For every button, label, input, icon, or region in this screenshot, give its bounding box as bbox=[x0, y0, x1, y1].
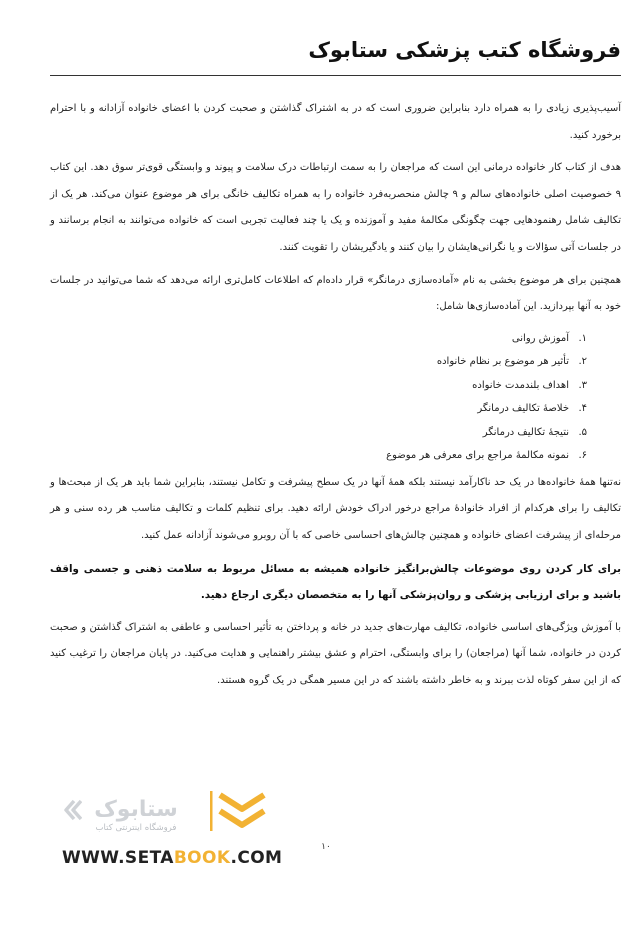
list-item bbox=[50, 444, 587, 468]
logo-brand-text: ستابوک bbox=[94, 797, 178, 822]
list-item-number: ۵. bbox=[578, 426, 587, 438]
list-item bbox=[50, 374, 587, 398]
list-item-number: ۳. bbox=[578, 379, 587, 391]
list-item bbox=[50, 327, 587, 351]
website-part-3: .COM bbox=[230, 848, 283, 868]
paragraph-6: با آموزش ویژگی‌های اساسی خانواده، تکالیف مهارت‌های جدید در خانه و پرداختن به تأثیر احساسی و عاطفی به اشتراک گذاشتن و صحبت کردن در خانواده، شما آنها (مراجعان) را برای وابستگی، احترام و عشق بیشتر راهنمایی و هدایت می‌کنید. در پایان مراجعان را ترغیب کنید که از این سفر کوتاه لذت ببرند و به خاطر داشته باشند که در این مسیر همگی در یک گروه هستند. bbox=[50, 621, 621, 686]
body-text bbox=[50, 96, 621, 701]
logo-subtitle: فروشگاه اینترنتی کتاب bbox=[95, 823, 177, 833]
website-part-1: WWW.SETA bbox=[62, 848, 174, 868]
paragraph-2: هدف از کتاب کار خانواده درمانی این است که مراجعان را به سمت ارتباطات درک سلامت و پیوند و وابستگی قوی‌تر سوق دهد. این کتاب ۹ خصوصیت اصلی خانواده‌های سالم و ۹ چالش منحصربه‌فرد خانواده را به همراه تکالیف خانگی برای هر موضوع عنوان می‌کند. هر یک از تکالیف شامل رهنمودهایی جهت چگونگی مکالمهٔ مفید و آموزنده و یک یا چند فعالیت تجربی است که خانواده می‌توانند به انجام برسانند و در جلسات آتی سؤالات و یا نگرانی‌هایشان را بیان کنند و یادگیریشان را تقویت کنند. bbox=[50, 162, 621, 253]
list-item-text: تأثیر هر موضوع بر نظام خانواده bbox=[436, 356, 569, 368]
list-item-text: خلاصهٔ تکالیف درمانگر bbox=[477, 403, 569, 415]
list-item-number: ۶. bbox=[578, 450, 587, 462]
website-part-highlight: BOOK bbox=[173, 848, 231, 868]
website-url[interactable] bbox=[62, 848, 282, 868]
title-underline bbox=[50, 75, 621, 76]
list-item-text: نتیجهٔ تکالیف درمانگر bbox=[482, 426, 569, 438]
list-item bbox=[50, 397, 587, 421]
paragraph-3: همچنین برای هر موضوع بخشی به نام «آماده‌سازی درمانگر» قرار داده‌ام که اطلاعات کامل‌تری ارائه می‌دهد که شما می‌توانید در جلسات خود به آنها بپردازید. این آماده‌سازی‌ها شامل: bbox=[50, 274, 621, 313]
preparation-list bbox=[50, 327, 621, 468]
paragraph-4: نه‌تنها همهٔ خانواده‌ها در یک حد ناکارآمد نیستند بلکه همهٔ آنها در یک سطح پیشرفت و تکامل نیستند، بنابراین شما باید هر یک از مبحث‌ها و تکالیف را برای هرکدام از افراد خانوادهٔ مراجع درخور ادراک خودش ارائه دهید. برای تنظیم کلمات و تکالیف مناسب هر رده سنی و هر مرحله‌ای از پیشرفت اعضای خانواده و همچنین چالش‌های احساسی خاصی که با آن روبرو می‌شوند آزادانه عمل کنید. bbox=[50, 476, 621, 541]
paragraph-5-bold: برای کار کردن روی موضوعات چالش‌برانگیز خانواده همیشه به مسائل مربوط به سلامت ذهنی و جسمی واقف باشید و برای ارزیابی پزشکی و روان‌پزشکی آنها را به متخصصان دیگری ارجاع دهید. bbox=[50, 562, 621, 602]
list-item-number: ۱. bbox=[578, 332, 587, 344]
list-item-number: ۲. bbox=[578, 356, 587, 368]
list-item-text: آموزش روانی bbox=[511, 332, 569, 344]
list-item-text: اهداف بلندمدت خانواده bbox=[472, 379, 569, 391]
list-item-text: نمونه مکالمهٔ مراجع برای معرفی هر موضوع bbox=[386, 450, 569, 462]
page-title: فروشگاه کتب پزشکی ستابوک bbox=[308, 38, 621, 62]
paragraph-1: آسیب‌پذیری زیادی را به همراه دارد بنابراین ضروری است که در به اشتراک گذاشتن و صحبت کردن با اعضای خانواده آزادانه و با احترام برخورد کنید. bbox=[50, 103, 621, 141]
page-number: ۱۰ bbox=[321, 842, 331, 852]
book-chevron-icon bbox=[208, 789, 272, 833]
list-item bbox=[50, 421, 587, 445]
setabook-logo bbox=[60, 785, 280, 831]
list-item-number: ۴. bbox=[578, 403, 587, 415]
list-item bbox=[50, 350, 587, 374]
